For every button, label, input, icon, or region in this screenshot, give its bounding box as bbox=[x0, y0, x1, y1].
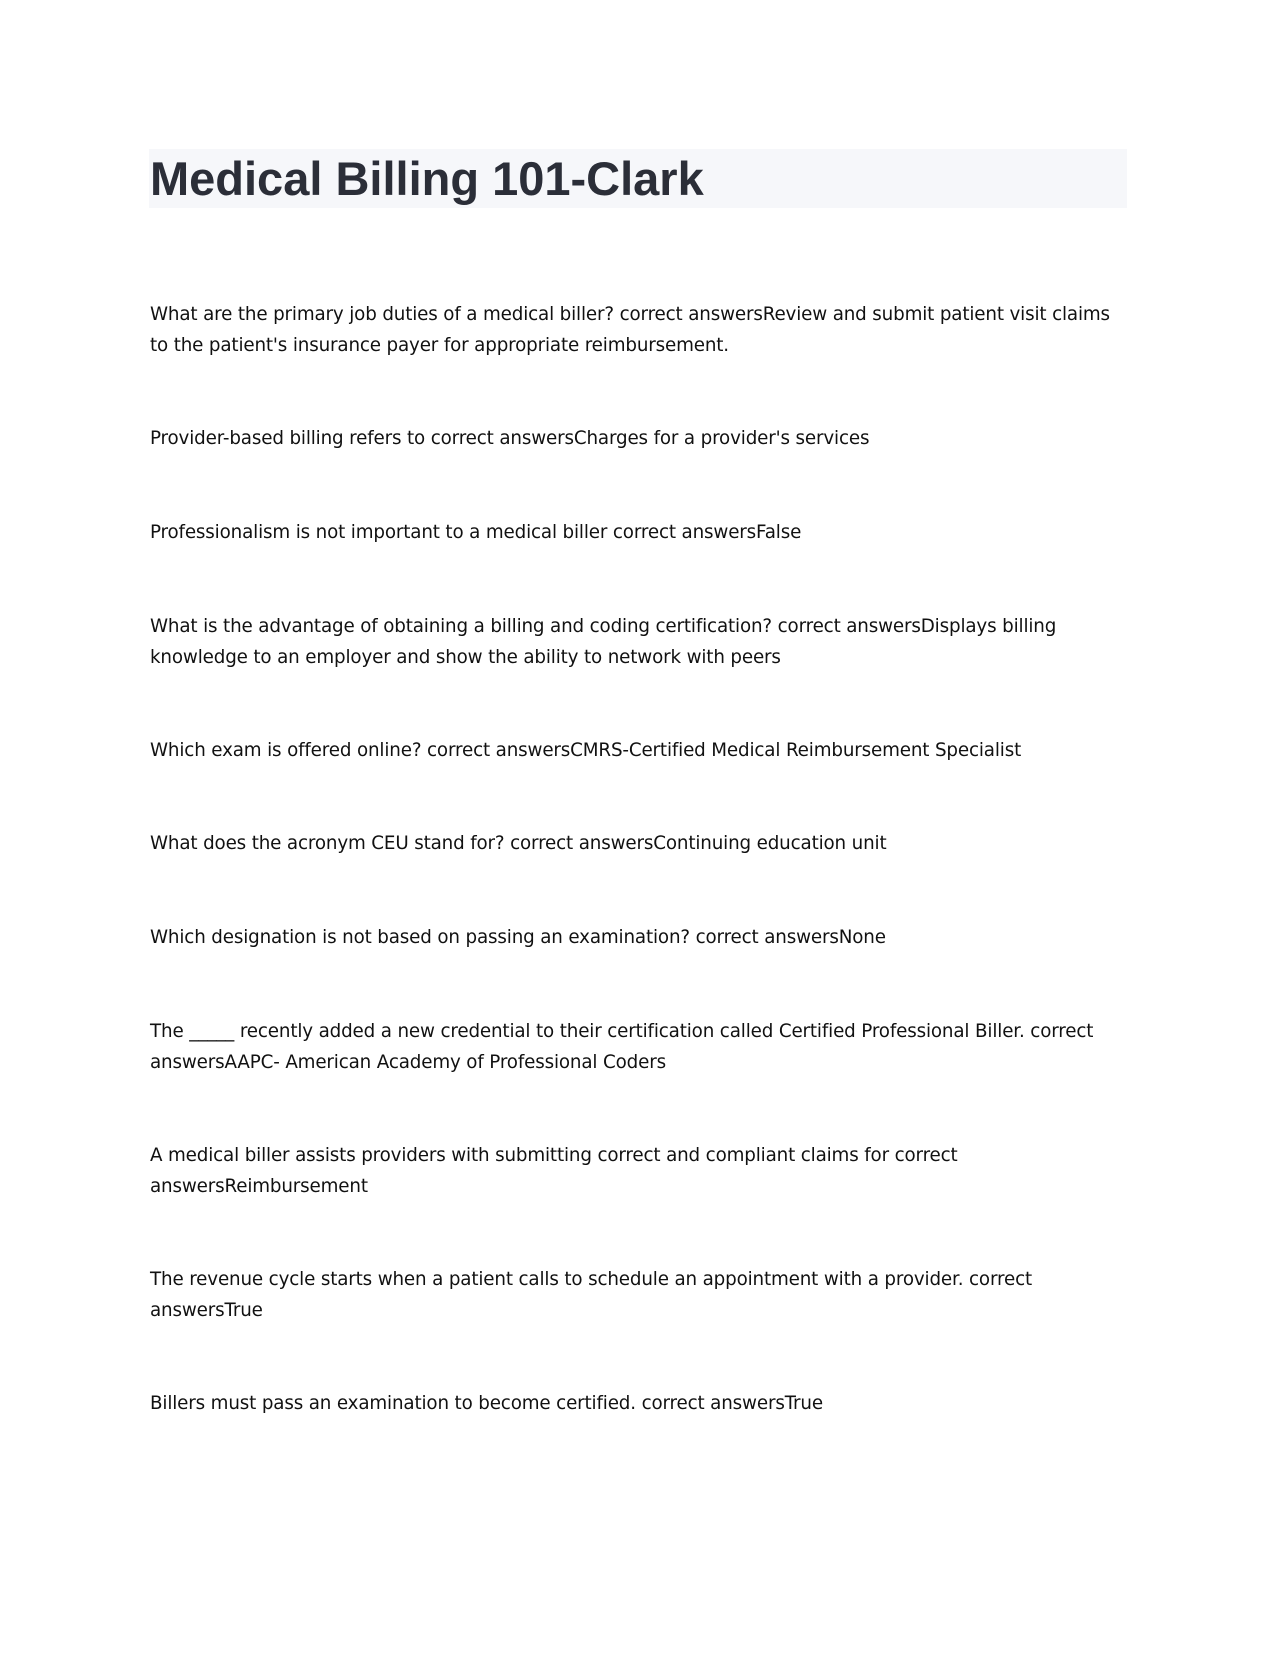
qa-item-8: The _____ recently added a new credential to their certification called Certified Professional Biller. correct answersAAPC- American Academy of Professional Coders bbox=[150, 1021, 1094, 1073]
qa-item-4: What is the advantage of obtaining a billing and coding certification? correct answersDisplays billing knowledge to an employer and show the ability to network with peers bbox=[150, 616, 1057, 668]
document-title: Medical Billing 101-Clark bbox=[150, 152, 704, 205]
qa-item-1: What are the primary job duties of a medical biller? correct answersReview and submit patient visit claims to the patient's insurance payer for appropriate reimbursement. bbox=[150, 304, 1110, 356]
qa-item-9: A medical biller assists providers with submitting correct and compliant claims for correct answersReimbursement bbox=[150, 1145, 958, 1197]
qa-item-3: Professionalism is not important to a medical biller correct answersFalse bbox=[150, 522, 802, 543]
qa-item-5: Which exam is offered online? correct answersCMRS-Certified Medical Reimbursement Specialist bbox=[150, 740, 1022, 761]
qa-item-10: The revenue cycle starts when a patient calls to schedule an appointment with a provider. correct answersTrue bbox=[150, 1269, 1032, 1321]
qa-item-2: Provider-based billing refers to correct answersCharges for a provider's services bbox=[150, 428, 870, 449]
qa-item-7: Which designation is not based on passing an examination? correct answersNone bbox=[150, 927, 886, 948]
qa-item-11: Billers must pass an examination to become certified. correct answersTrue bbox=[150, 1393, 823, 1414]
qa-item-6: What does the acronym CEU stand for? correct answersContinuing education unit bbox=[150, 833, 887, 854]
